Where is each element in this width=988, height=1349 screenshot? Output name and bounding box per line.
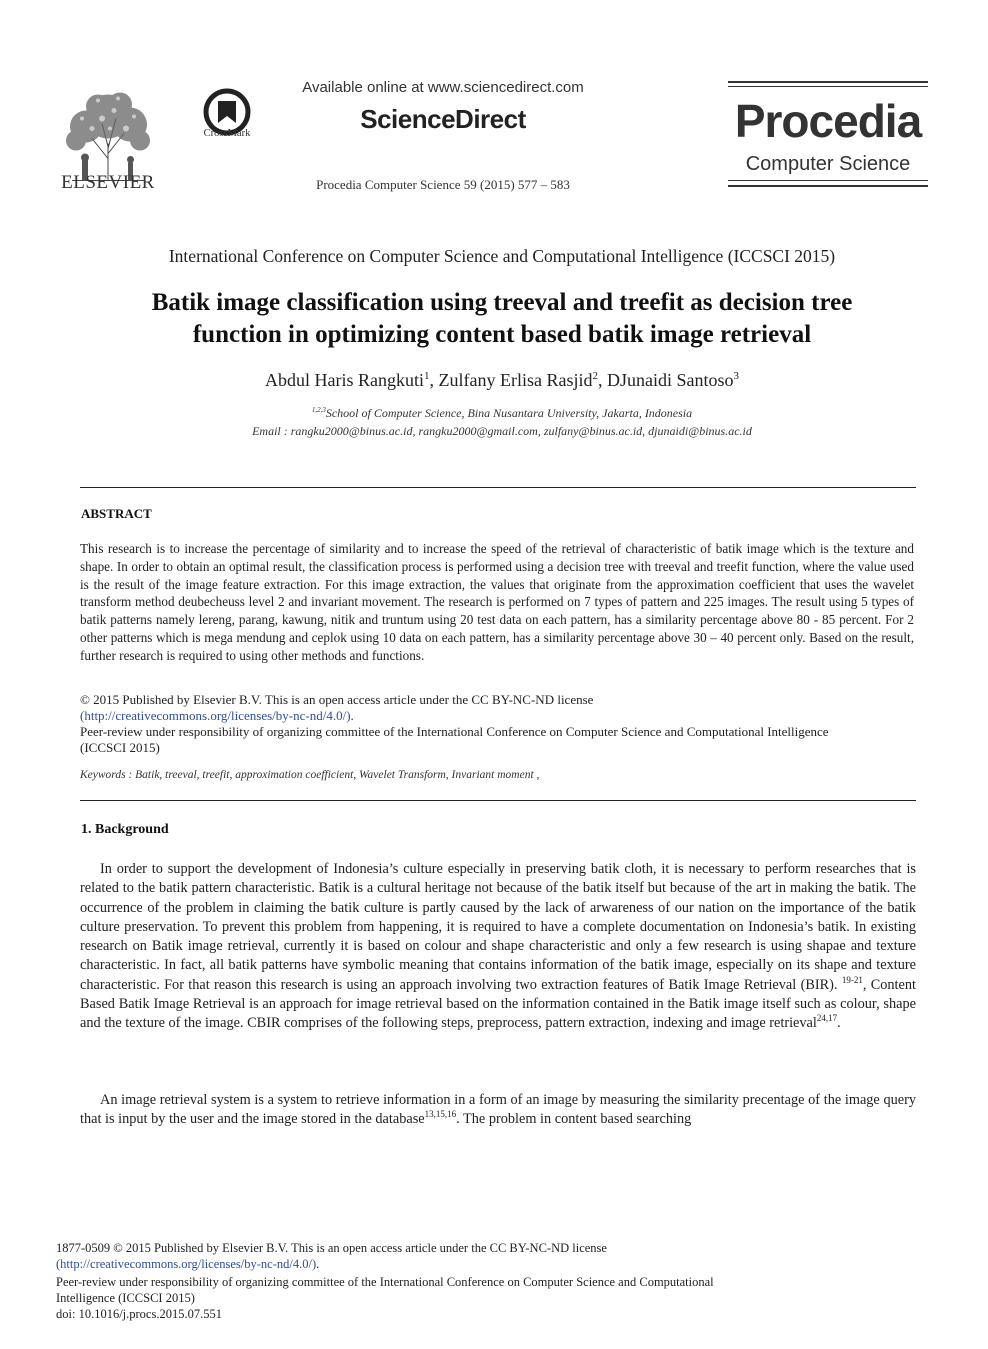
p1-text-b: , Content Based Batik Image Retrieval is an approach for image retrieval based on the information contained in the Batik image itself such as colour, shape and the texture of the image. CBIR comprises of the following steps, preprocess, pattern extraction, indexing and image retrieval	[80, 976, 916, 1032]
sciencedirect-wordmark: ScienceDirect	[360, 104, 526, 134]
abstract-text: This research is to increase the percentage of similarity and to increase the speed of the retrieval of characteristic of batik image which is the texture and shape. In order to obtain an optimal result, the classification process is performed using a decision tree with treeval and treefit function, where the value used is the result of the image feature extraction. For this image extraction, the values that originate from the approximation coefficient that uses the wavelet transform method deubecheuss level 2 and invariant movement. The research is performed on 7 types of pattern and 225 images. The result using 5 types of batik patterns namely lereng, parang, kawung, nitik and truntum using 20 test data on each pattern, has a similarity percentage above 80 - 85 percent. For 2 other patterns which is mega mendung and ceplok using 10 data on each pattern, has a similarity percentage above 30 – 40 percent only. Based on the result, further research is required to using other methods and functions.	[80, 541, 914, 663]
author-list	[60, 370, 944, 391]
affiliation-sup: 1,2,3	[311, 406, 326, 414]
elsevier-wordmark: ELSEVIER	[61, 172, 155, 193]
citation[interactable]: 24,17	[816, 1013, 838, 1024]
section-heading-background: 1. Background	[81, 822, 169, 837]
p2-text-b: . The problem in content based searching	[456, 1111, 692, 1128]
p1-text-c: .	[837, 1015, 841, 1032]
peer-review-note: Peer-review under responsibility of organizing committee of the International Conference on Computer Science and Computational Intelligence (ICCSCI 2015)	[80, 724, 829, 755]
author-name: Zulfany Erlisa Rasjid	[438, 370, 593, 390]
author-sup: 2	[592, 370, 598, 382]
author-sup: 1	[424, 370, 430, 382]
footer-license-link[interactable]: (http://creativecommons.org/licenses/by-nc-nd/4.0/)	[56, 1257, 317, 1271]
conference-name: International Conference on Computer Science and Computational Intelligence (ICCSCI 2015)	[168, 246, 836, 266]
author-sup: 3	[733, 370, 739, 382]
journal-reference: Procedia Computer Science 59 (2015) 577 – 583	[316, 177, 570, 192]
affiliation	[60, 406, 944, 421]
abstract-bottom-rule	[80, 800, 916, 801]
procedia-subtitle: Computer Science	[745, 153, 911, 175]
author-name: DJunaidi Santoso	[606, 370, 734, 390]
background-paragraph-1	[80, 860, 916, 1034]
copyright-notice	[80, 692, 914, 756]
footer-link-end: .	[316, 1257, 320, 1271]
keywords: Keywords : Batik, treeval, treefit, approximation coefficient, Wavelet Transform, Invariant moment ,	[80, 769, 540, 781]
article-title-line-2: function in optimizing content based batik image retrieval	[192, 321, 812, 348]
affiliation-text: School of Computer Science, Bina Nusantara University, Jakarta, Indonesia	[325, 406, 693, 420]
p2-text-a: An image retrieval system is a system to retrieve information in a form of an image by measuring the similarity precentage of the image query that is input by the user and the image stored in the database	[80, 1092, 916, 1128]
procedia-top-rule	[728, 81, 928, 83]
copyright-line: © 2015 Published by Elsevier B.V. This is an open access article under the CC BY-NC-ND license	[80, 692, 594, 707]
author-separator: ,	[597, 370, 607, 390]
footer	[56, 1240, 856, 1322]
footer-doi[interactable]: doi: 10.1016/j.procs.2015.07.551	[56, 1307, 222, 1321]
license-link-end: .	[350, 708, 354, 723]
procedia-top-rule-thin	[728, 86, 928, 87]
procedia-bottom-rule-thin	[728, 180, 928, 181]
available-online-text[interactable]: Available online at www.sciencedirect.com	[302, 79, 584, 96]
procedia-bottom-rule	[728, 185, 928, 187]
footer-peer-review-end: Intelligence (ICCSCI 2015)	[56, 1291, 195, 1305]
procedia-wordmark: Procedia	[734, 95, 922, 147]
footer-copyright: 1877-0509 © 2015 Published by Elsevier B.V. This is an open access article under the CC BY-NC-ND license	[56, 1241, 607, 1255]
author-emails[interactable]: Email : rangku2000@binus.ac.id, rangku2000@gmail.com, zulfany@binus.ac.id, djunaidi@binus.ac.id	[252, 424, 752, 438]
p1-text-a: In order to support the development of Indonesia’s culture especially in preserving batik cloth, it is necessary to perform researches that is related to the batik pattern characteristic. Batik is a cultural heritage not because of the batik itself but because of the art in making the batik. The occurrence of the problem in claiming the batik culture is partly caused by the lack of arwareness of our nation on the importance of the batik culture preservation. To prevent this problem from happening, it is required to have a complete documentation on Indonesia’s batik. In existing research on Batik image retrieval, currently it is based on colour and shape characteristic and only a few research is using shapae and texture characteristic. In fact, all batik patterns have symbolic meaning that contains information of the batik image, especially on its shape and texture characteristic. For that reason this research is using an approach involving two extraction features of Batik Image Retrieval (BIR).	[80, 861, 916, 993]
author-separator: ,	[429, 370, 439, 390]
footer-peer-review: Peer-review under responsibility of organizing committee of the International Conference on Computer Science and Computational	[56, 1275, 714, 1289]
license-link[interactable]: (http://creativecommons.org/licenses/by-nc-nd/4.0/)	[80, 708, 351, 723]
article-title-line-1: Batik image classification using treeval and treefit as decision tree	[151, 289, 853, 316]
citation[interactable]: 13,15,16	[424, 1109, 457, 1120]
abstract-heading: ABSTRACT	[81, 506, 152, 521]
background-paragraph-2	[80, 1091, 916, 1130]
abstract-top-rule	[80, 487, 916, 488]
author-name: Abdul Haris Rangkuti	[265, 370, 424, 390]
citation[interactable]: 19-21	[841, 975, 863, 986]
crossmark-label: CrossMark	[203, 128, 251, 139]
article-title	[60, 287, 944, 351]
